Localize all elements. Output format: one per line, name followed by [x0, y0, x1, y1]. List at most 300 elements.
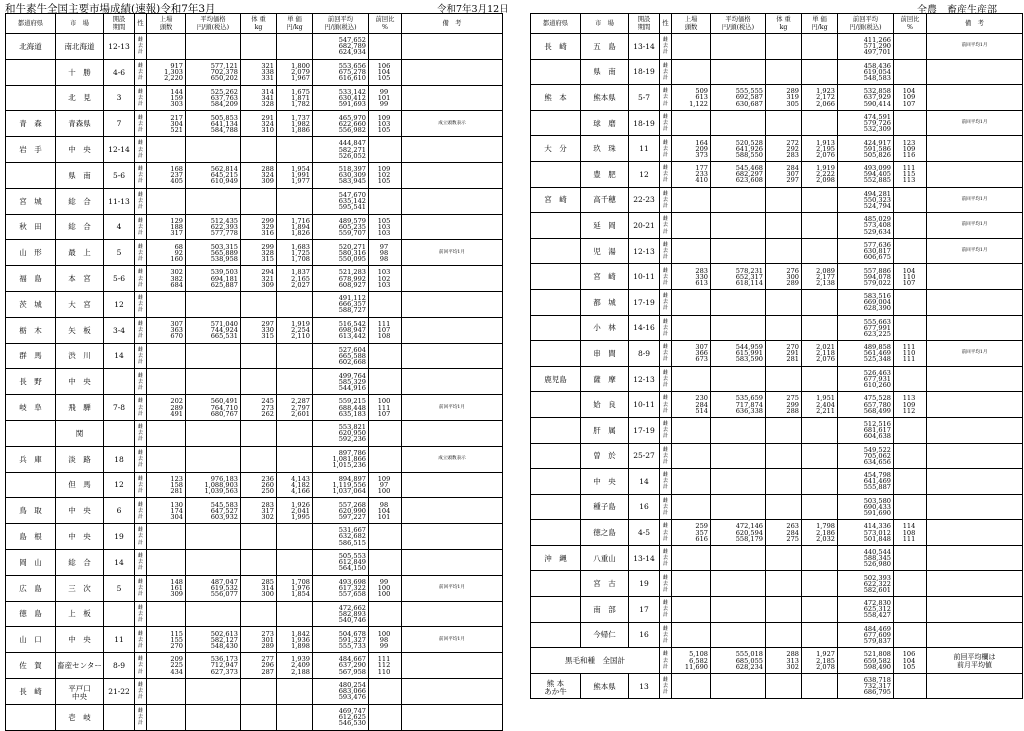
table-row — [531, 571, 1023, 597]
prev-ratio-value — [369, 359, 399, 365]
market-cell: 最 上 — [56, 240, 104, 266]
col-header-heads — [147, 14, 186, 34]
sex-label: 計 — [662, 100, 668, 107]
avg-price-cell — [186, 369, 241, 395]
heads-value: 202 — [170, 397, 183, 406]
sex-label: 去 — [662, 452, 668, 459]
sex-labels-cell — [660, 469, 672, 495]
avg-price-value — [711, 510, 763, 516]
heads-value: 237 — [170, 171, 183, 180]
avg-price-cell — [711, 392, 766, 418]
unit-price-cell — [802, 392, 838, 418]
note-cell — [402, 472, 503, 498]
sex-label: 去 — [137, 378, 143, 385]
heads-value — [672, 305, 708, 311]
sex-labels-cell — [135, 317, 147, 343]
heads-cell — [147, 343, 186, 369]
heads-value: 92 — [174, 248, 183, 257]
sex-label: 去 — [662, 248, 668, 254]
avg-price-cell — [711, 110, 766, 136]
avg-price-cell — [186, 446, 241, 472]
avg-price-cell — [711, 571, 766, 597]
prev-avg-cell — [838, 571, 894, 597]
weight-value: 260 — [261, 480, 274, 489]
table-row — [531, 34, 1023, 60]
col-header-weight-line: kg — [779, 23, 788, 31]
note-cell — [927, 289, 1023, 315]
sex-label: 去 — [662, 631, 668, 638]
table-row — [531, 161, 1023, 187]
weight-cell — [766, 213, 802, 239]
avg-price-cell — [186, 575, 241, 601]
period-cell: 11 — [104, 627, 135, 653]
avg-price-cell — [186, 317, 241, 343]
pref-cell — [6, 704, 56, 730]
avg-price-cell — [711, 213, 766, 239]
sex-labels-cell — [135, 498, 147, 524]
table-row — [531, 469, 1023, 495]
unit-price-cell — [277, 162, 313, 188]
note-cell — [927, 494, 1023, 520]
heads-cell — [147, 601, 186, 627]
unit-price-value — [277, 359, 310, 365]
table-row — [531, 238, 1023, 264]
heads-value: 281 — [170, 486, 183, 495]
sex-label: 雌 — [137, 630, 143, 637]
unit-price-cell — [802, 187, 838, 213]
unit-price-cell — [277, 343, 313, 369]
unit-price-cell — [277, 369, 313, 395]
sex-label: 雌 — [137, 140, 143, 147]
weight-cell — [241, 343, 277, 369]
heads-cell — [672, 289, 711, 315]
sex-label: 去 — [662, 375, 668, 382]
note-cell — [927, 366, 1023, 392]
col-header-avg-price — [186, 14, 241, 34]
table-row — [6, 317, 503, 343]
prev-avg-cell — [313, 704, 369, 730]
prev-avg-value: 484,469 — [863, 624, 891, 633]
table-row — [6, 446, 503, 472]
sex-labels-cell — [135, 601, 147, 627]
table-row — [531, 213, 1023, 239]
prev-avg-value: 499,764 — [338, 371, 366, 380]
sex-labels-cell — [660, 136, 672, 162]
period-cell: 13-14 — [629, 545, 660, 571]
unit-price-value: 1,708 — [291, 577, 310, 586]
avg-price-value — [711, 561, 763, 567]
avg-price-value — [186, 49, 238, 55]
weight-cell — [241, 240, 277, 266]
prev-ratio-value: 99 — [379, 100, 389, 109]
avg-price-value: 702,378 — [210, 68, 238, 77]
weight-value: 287 — [261, 667, 274, 676]
weight-value: 319 — [786, 93, 799, 102]
period-cell: 3 — [104, 85, 135, 111]
unit-price-value — [277, 153, 310, 159]
market-cell: 中 央 — [581, 469, 629, 495]
table-row — [6, 653, 503, 679]
unit-price-cell — [802, 264, 838, 290]
weight-value — [766, 612, 799, 618]
heads-value: 209 — [170, 655, 183, 664]
prev-avg-value: 546,530 — [338, 719, 366, 728]
unit-price-value: 1,708 — [291, 254, 310, 263]
prev-avg-value: 526,980 — [863, 560, 891, 569]
heads-value — [672, 229, 708, 235]
weight-cell — [241, 266, 277, 292]
market-cell-line: 中央 — [72, 692, 87, 702]
weight-value: 236 — [261, 474, 274, 483]
sex-label: 去 — [137, 481, 143, 488]
prev-avg-cell — [313, 420, 369, 446]
period-cell: 19 — [104, 524, 135, 550]
avg-price-value: 630,687 — [735, 99, 763, 108]
prev-avg-value: 612,625 — [338, 713, 366, 722]
avg-price-value — [711, 126, 763, 132]
table-row — [6, 111, 503, 137]
prev-ratio-cell — [894, 264, 927, 290]
avg-price-value: 525,262 — [210, 87, 238, 96]
heads-cell — [672, 213, 711, 239]
prev-avg-value: 485,029 — [863, 215, 891, 224]
avg-price-value: 636,338 — [735, 406, 763, 415]
period-cell: 4-6 — [104, 59, 135, 85]
sex-label: 去 — [662, 529, 668, 536]
unit-price-cell — [277, 446, 313, 472]
prev-avg-value: 623,225 — [863, 329, 891, 338]
weight-value: 297 — [786, 176, 799, 185]
weight-cell — [241, 291, 277, 317]
prev-ratio-cell — [369, 111, 402, 137]
weight-value: 291 — [261, 113, 274, 122]
note-cell: 成立頭数表示 — [402, 111, 503, 137]
col-header-weight-line: kg — [254, 23, 263, 31]
col-header-heads-line: 上場 — [159, 16, 173, 23]
weight-value: 288 — [786, 650, 799, 659]
avg-price-value — [186, 617, 238, 623]
sex-label: 計 — [137, 152, 143, 159]
heads-value — [672, 459, 708, 465]
note-cell: 前回平均1月 — [402, 575, 503, 601]
unit-price-value: 4,182 — [291, 480, 310, 489]
col-header-market: 市 場 — [56, 14, 104, 34]
weight-cell — [766, 289, 802, 315]
pref-cell — [6, 85, 56, 111]
prev-ratio-cell — [369, 601, 402, 627]
pref-cell — [531, 494, 581, 520]
prev-avg-cell — [838, 622, 894, 648]
avg-price-value: 544,959 — [735, 343, 763, 352]
prev-avg-cell — [313, 601, 369, 627]
prev-ratio-value — [369, 565, 399, 571]
avg-price-cell — [186, 137, 241, 163]
prev-ratio-cell — [894, 315, 927, 341]
avg-price-value — [186, 359, 238, 365]
sex-label: 雌 — [137, 321, 143, 328]
avg-price-value: 615,991 — [735, 349, 763, 358]
avg-price-value: 641,134 — [210, 119, 238, 128]
weight-cell — [241, 446, 277, 472]
market-cell: 壱 岐 — [56, 704, 104, 730]
prev-ratio-cell — [894, 238, 927, 264]
period-cell: 10-11 — [629, 264, 660, 290]
sex-label: 計 — [137, 539, 143, 546]
prev-avg-value: 484,667 — [338, 655, 366, 664]
prev-ratio-cell — [894, 161, 927, 187]
sex-label: 雌 — [662, 293, 668, 300]
market-cell: 肝 属 — [581, 417, 629, 443]
table-row — [6, 240, 503, 266]
avg-price-value: 560,491 — [210, 397, 238, 406]
avg-price-cell — [711, 264, 766, 290]
sex-labels-cell — [660, 673, 672, 699]
col-header-prev-ratio-line: 前回比 — [900, 16, 920, 23]
note-cell — [927, 571, 1023, 597]
note-cell: 前回平均1月 — [927, 110, 1023, 136]
prev-ratio-value: 100 — [377, 629, 391, 638]
prev-avg-value: 604,638 — [863, 432, 891, 441]
prev-ratio-cell — [369, 395, 402, 421]
avg-price-value: 603,932 — [210, 512, 238, 521]
avg-price-value: 558,179 — [735, 534, 763, 543]
prev-avg-value: 588,727 — [338, 306, 366, 315]
market-cell: 熊本県 — [581, 673, 629, 699]
prev-avg-value: 540,746 — [338, 615, 366, 624]
weight-value: 328 — [261, 100, 274, 109]
heads-value: 144 — [170, 87, 183, 96]
prev-avg-value: 622,660 — [338, 119, 366, 128]
prev-ratio-cell — [894, 85, 927, 111]
heads-value — [147, 49, 183, 55]
sex-label: 雌 — [137, 656, 143, 663]
weight-cell — [766, 545, 802, 571]
prev-avg-cell — [838, 597, 894, 623]
prev-avg-cell — [838, 443, 894, 469]
weight-value — [766, 689, 799, 695]
avg-price-value: 680,767 — [210, 409, 238, 418]
prev-ratio-value: 111 — [377, 403, 391, 412]
weight-cell — [241, 34, 277, 60]
market-cell: 五 島 — [581, 34, 629, 60]
pref-cell: 青 森 — [6, 111, 56, 137]
avg-price-value — [711, 75, 763, 81]
prev-avg-cell — [313, 137, 369, 163]
prev-ratio-cell — [369, 627, 402, 653]
avg-price-value: 545,468 — [735, 164, 763, 173]
prev-avg-value: 594,078 — [863, 272, 891, 281]
prev-avg-value: 595,541 — [338, 203, 366, 212]
weight-value: 316 — [261, 229, 274, 238]
prev-avg-value: 544,916 — [338, 383, 366, 392]
prev-ratio-value: 113 — [902, 176, 916, 185]
sex-label: 去 — [662, 94, 668, 101]
avg-price-value: 472,146 — [735, 522, 763, 531]
prev-ratio-cell — [369, 575, 402, 601]
market-cell: 八重山 — [581, 545, 629, 571]
table-row — [531, 520, 1023, 546]
prev-ratio-cell — [894, 392, 927, 418]
col-header-weight-line: 体 重 — [251, 16, 266, 23]
prev-avg-value: 550,095 — [338, 254, 366, 263]
prev-ratio-value: 111 — [902, 534, 916, 543]
prev-avg-value: 585,329 — [338, 377, 366, 386]
unit-price-cell — [277, 317, 313, 343]
prev-avg-value: 553,656 — [338, 62, 366, 71]
prev-ratio-value: 110 — [902, 272, 916, 281]
unit-price-value: 2,409 — [291, 661, 310, 670]
weight-value: 313 — [786, 656, 799, 665]
sex-label: 雌 — [137, 217, 143, 224]
weight-value: 330 — [261, 326, 274, 335]
prev-avg-value: 472,830 — [863, 599, 891, 608]
pref-cell — [531, 417, 581, 443]
sex-label: 計 — [662, 407, 668, 414]
sex-label: 計 — [662, 49, 668, 56]
heads-cell — [147, 524, 186, 550]
table-row — [531, 59, 1023, 85]
table-row — [531, 673, 1023, 699]
prev-avg-value: 573,408 — [863, 221, 891, 230]
heads-value — [147, 307, 183, 313]
heads-value: 6,582 — [689, 656, 708, 665]
unit-price-value: 2,138 — [816, 278, 835, 287]
table-row — [6, 59, 503, 85]
weight-cell — [241, 420, 277, 446]
prev-avg-value: 489,858 — [863, 343, 891, 352]
sex-label: 計 — [137, 694, 143, 701]
heads-cell — [672, 366, 711, 392]
note-line: 前回平均欄は — [953, 652, 996, 661]
weight-value — [766, 459, 799, 465]
weight-value — [766, 484, 799, 490]
avg-price-cell — [711, 341, 766, 367]
col-header-unit-price-line: 単 価 — [287, 16, 302, 23]
unit-price-value: 1,926 — [291, 500, 310, 509]
sex-label: 雌 — [137, 114, 143, 121]
weight-value: 309 — [261, 280, 274, 289]
weight-value — [766, 638, 799, 644]
unit-price-value: 1,954 — [291, 165, 310, 174]
avg-price-cell — [186, 34, 241, 60]
sex-label: 雌 — [662, 113, 668, 120]
prev-ratio-value: 109 — [902, 144, 916, 153]
heads-value: 304 — [170, 512, 183, 521]
heads-cell — [672, 520, 711, 546]
sex-label: 雌 — [137, 398, 143, 405]
prev-avg-value: 532,858 — [863, 87, 891, 96]
pref-cell — [531, 213, 581, 239]
heads-cell — [672, 161, 711, 187]
period-cell: 3-4 — [104, 317, 135, 343]
prev-avg-value: 624,934 — [338, 48, 366, 57]
note-cell: 前回平均1月 — [927, 34, 1023, 60]
avg-price-value — [186, 204, 238, 210]
heads-value — [147, 153, 183, 159]
sex-label: 計 — [137, 204, 143, 211]
weight-cell — [241, 395, 277, 421]
market-cell: 児 湯 — [581, 238, 629, 264]
prev-ratio-cell — [894, 545, 927, 571]
avg-price-cell — [711, 85, 766, 111]
prev-ratio-value — [894, 229, 924, 235]
prev-avg-value: 501,848 — [863, 534, 891, 543]
weight-cell — [241, 601, 277, 627]
heads-cell — [147, 704, 186, 730]
sex-label: 計 — [662, 74, 668, 81]
prev-avg-value: 571,290 — [863, 42, 891, 51]
weight-cell — [766, 622, 802, 648]
avg-price-value — [711, 638, 763, 644]
period-cell: 6 — [104, 498, 135, 524]
avg-price-cell — [186, 498, 241, 524]
weight-value — [241, 720, 274, 726]
pref-cell: 長 野 — [6, 369, 56, 395]
prev-ratio-value: 107 — [377, 409, 391, 418]
unit-price-value: 2,797 — [291, 403, 310, 412]
avg-price-cell — [186, 85, 241, 111]
unit-price-value — [277, 694, 310, 700]
sex-labels-cell — [660, 238, 672, 264]
prev-ratio-value — [369, 720, 399, 726]
heads-cell — [672, 315, 711, 341]
market-cell: 青森県 — [56, 111, 104, 137]
prev-avg-value: 641,469 — [863, 477, 891, 486]
weight-cell — [766, 34, 802, 60]
prev-avg-cell — [838, 417, 894, 443]
note-cell: 前回平均1月 — [927, 341, 1023, 367]
sex-label: 雌 — [137, 243, 143, 250]
col-header-period — [104, 14, 135, 34]
weight-value: 301 — [261, 635, 274, 644]
avg-price-cell — [186, 704, 241, 730]
sex-labels-cell — [660, 59, 672, 85]
avg-price-value: 652,317 — [735, 272, 763, 281]
prev-avg-cell — [838, 161, 894, 187]
weight-value — [766, 305, 799, 311]
avg-price-cell — [711, 289, 766, 315]
heads-cell — [147, 137, 186, 163]
prev-avg-value: 666,357 — [338, 300, 366, 309]
prev-avg-value: 533,142 — [338, 87, 366, 96]
pref-cell: 広 島 — [6, 575, 56, 601]
weight-value: 289 — [786, 87, 799, 96]
prev-ratio-cell — [369, 446, 402, 472]
weight-value: 317 — [261, 506, 274, 515]
weight-value: 331 — [261, 74, 274, 83]
prev-avg-value: 1,081,866 — [332, 455, 366, 464]
prev-ratio-value — [894, 612, 924, 618]
heads-value: 160 — [170, 254, 183, 263]
prev-ratio-cell — [369, 498, 402, 524]
unit-price-value — [277, 617, 310, 623]
prev-ratio-value — [894, 459, 924, 465]
heads-cell — [147, 188, 186, 214]
prev-avg-value: 568,499 — [863, 406, 891, 415]
weight-value — [241, 694, 274, 700]
weight-value: 275 — [786, 394, 799, 403]
market-cell: 薩 摩 — [581, 366, 629, 392]
sex-label: 計 — [662, 663, 668, 670]
weight-value — [766, 587, 799, 593]
prev-ratio-value: 109 — [902, 400, 916, 409]
col-header-unit-price-line: 円/kg — [286, 23, 303, 31]
sex-label: 雌 — [662, 523, 668, 530]
prev-avg-value: 590,414 — [863, 99, 891, 108]
sex-label: 雌 — [662, 62, 668, 69]
heads-value: 68 — [174, 242, 183, 251]
avg-price-cell — [711, 494, 766, 520]
